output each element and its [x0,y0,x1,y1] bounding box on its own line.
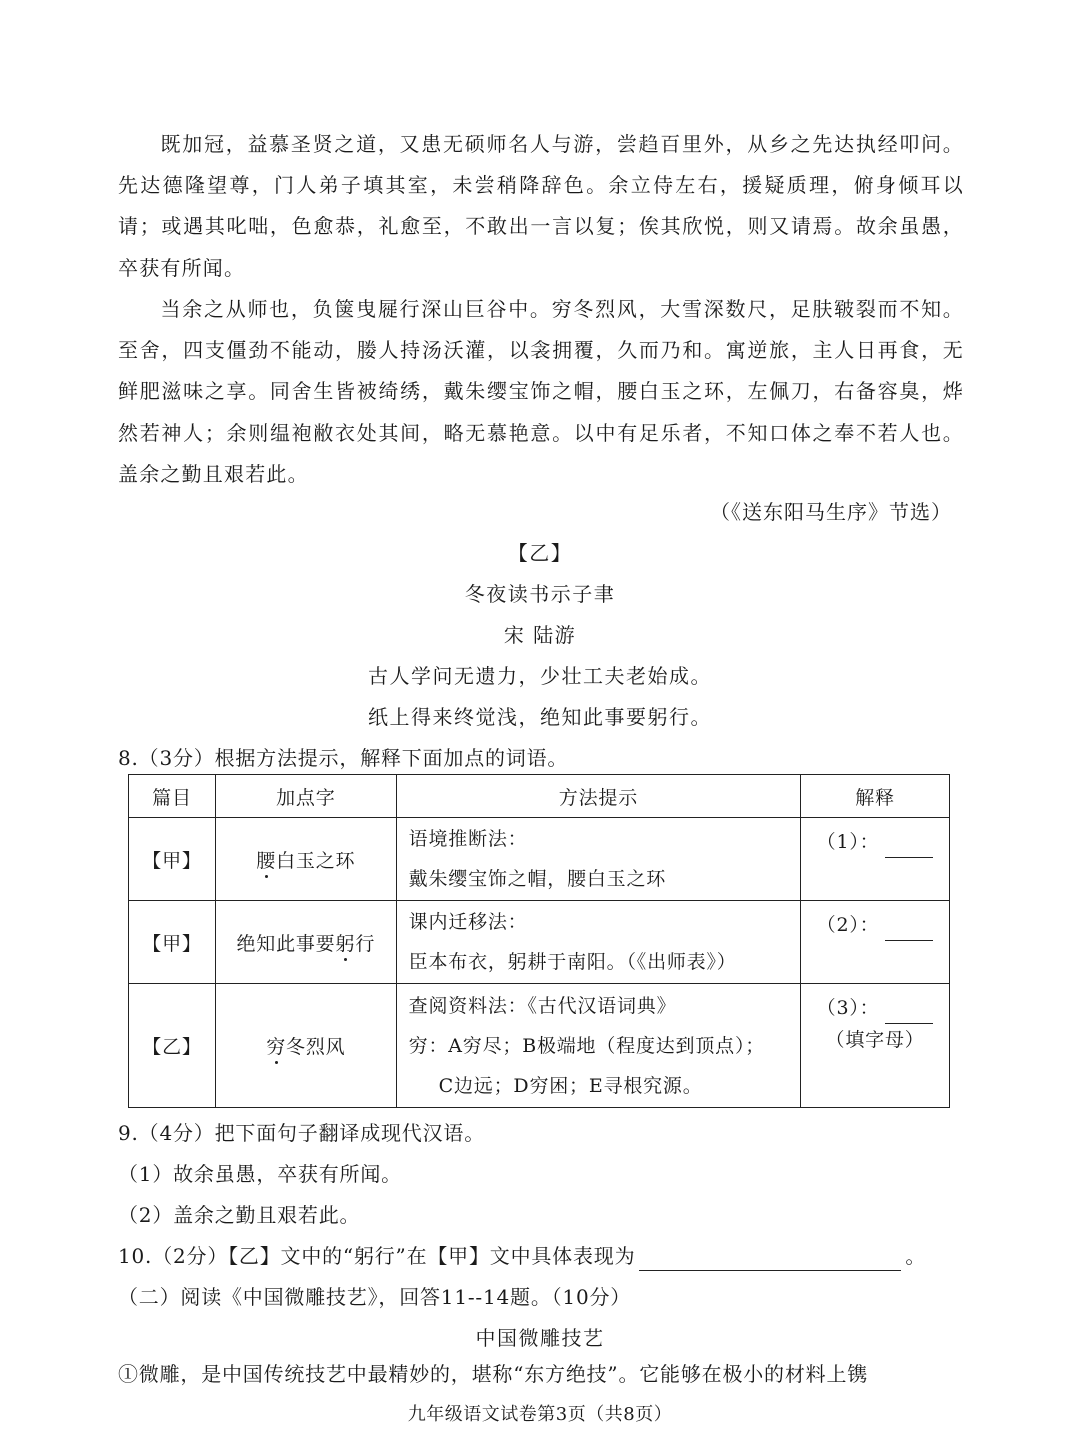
row3-pianmu: 【乙】 [129,984,216,1108]
row2-pianmu: 【甲】 [129,901,216,984]
header-pianmu: 篇目 [129,775,216,818]
header-jieshi: 解释 [801,775,950,818]
row1-method: 语境推断法： 戴朱缨宝饰之帽，腰白玉之环 [396,818,800,901]
passage-jia-source: （《送东阳马生序》节选） [710,500,952,524]
question-9-stem: 9.（4分）把下面句子翻译成现代汉语。 [118,1121,486,1145]
article-paragraph-1: ①微雕，是中国传统技艺中最精妙的，堪称“东方绝技”。它能够在极小的材料上镌 [118,1362,869,1386]
question-9-sentence-1: （1）故余虽愚，卒获有所闻。 [118,1162,402,1186]
row3-answer: （3）： （填字母） [801,984,950,1108]
passage-jia-paragraph-1: 既加冠，益慕圣贤之道，又患无硕师名人与游，尝趋百里外，从乡之先达执经叩问。先达德隆望尊，门人弟子填其室，未尝稍降辞色。余立侍左右，援疑质理，俯身倾耳以请；或遇其叱咄，色愈恭，礼愈至，不敢出一言以复；俟其欣悦，则又请焉。故余虽愚，卒获有所闻。 [118,132,964,280]
passage-yi-label: 【乙】 [507,541,573,565]
answer-blank-3[interactable] [885,1003,933,1024]
row1-word: 腰白玉之环 [215,818,396,901]
question-10-stem: 10.（2分）【乙】文中的“躬行”在【甲】文中具体表现为 。 [118,1241,926,1271]
header-jiadianzi: 加点字 [215,775,396,818]
poem-author: 宋 陆游 [503,623,577,647]
poem-line-1: 古人学问无遗力，少壮工夫老始成。 [368,664,712,688]
row1-pianmu: 【甲】 [129,818,216,901]
poem-line-2: 纸上得来终觉浅，绝知此事要躬行。 [368,705,712,729]
table-row [129,818,950,901]
table-header-row [129,775,950,818]
poem-title: 冬夜读书示子聿 [464,582,616,606]
article-title: 中国微雕技艺 [475,1326,605,1350]
row2-word: 绝知此事要躬行 [215,901,396,984]
answer-blank-1[interactable] [885,837,933,858]
table-row [129,984,950,1108]
row2-answer: （2）： [801,901,950,984]
row3-word: 穷冬烈风 [215,984,396,1108]
section-2-heading: （二）阅读《中国微雕技艺》，回答11--14题。（10分） [118,1285,632,1309]
table-row [129,901,950,984]
row3-method: 查阅资料法：《古代汉语词典》 穷：A穷尽；B极端地（程度达到顶点）； C边远；D穷困；E寻根究源。 [396,984,800,1108]
header-fangfa: 方法提示 [396,775,800,818]
question-9-sentence-2: （2）盖余之勤且艰若此。 [118,1203,361,1227]
answer-blank-q10[interactable] [639,1248,901,1271]
passage-jia-paragraph-2: 当余之从师也，负箧曳屣行深山巨谷中。穷冬烈风，大雪深数尺，足肤皲裂而不知。至舍，四支僵劲不能动，媵人持汤沃灌，以衾拥覆，久而乃和。寓逆旅，主人日再食，无鲜肥滋味之享。同舍生皆被绮绣，戴朱缨宝饰之帽，腰白玉之环，左佩刀，右备容臭，烨然若神人；余则缊袍敝衣处其间，略无慕艳意。以中有足乐者，不知口体之奉不若人也。盖余之勤且艰若此。 [118,297,964,486]
dotted-char: 穷 [266,1036,287,1058]
vocab-table [128,774,950,1108]
row2-method: 课内迁移法： 臣本布衣，躬耕于南阳。（《出师表》） [396,901,800,984]
dotted-char: 躬 [335,932,356,955]
dotted-char: 腰 [256,849,277,872]
question-8-stem: 8.（3分）根据方法提示，解释下面加点的词语。 [118,746,569,770]
page-footer: 九年级语文试卷第3页（共8页） [407,1404,673,1425]
row1-answer: （1）： [801,818,950,901]
answer-blank-2[interactable] [885,920,933,941]
